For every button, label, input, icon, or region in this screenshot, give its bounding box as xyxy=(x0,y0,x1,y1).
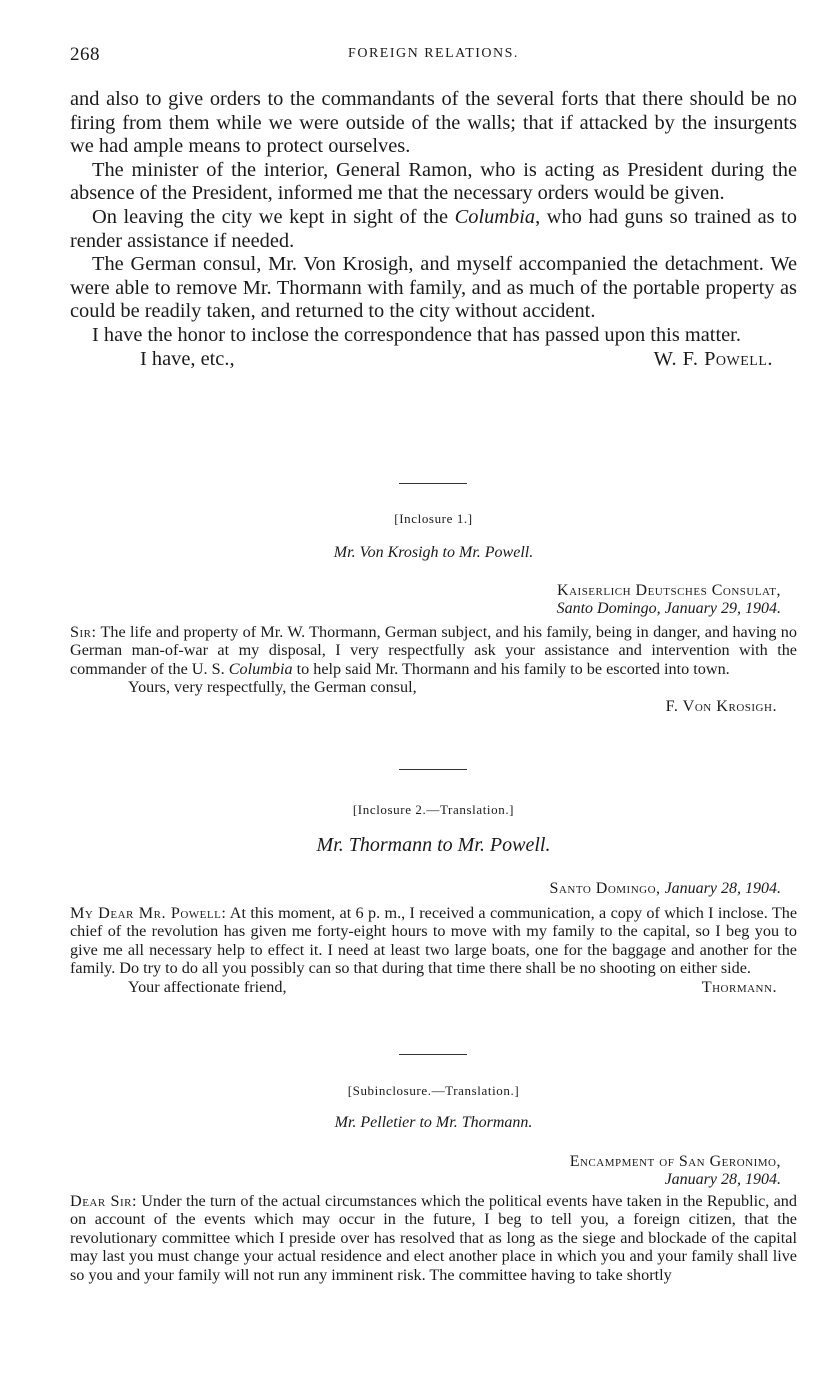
page-number: 268 xyxy=(70,44,100,65)
letter-signoff xyxy=(70,348,797,372)
letter-paragraph xyxy=(70,206,797,253)
ship-name: Columbia xyxy=(454,205,536,228)
inclosure-closing: Yours, very respectfully, the German consul, xyxy=(128,678,417,697)
letter-signature: W. F. Powell. xyxy=(653,347,773,370)
section-divider xyxy=(399,483,467,484)
subinclosure-body xyxy=(70,1192,797,1284)
subinclosure-paragraph xyxy=(70,1192,797,1284)
running-title: FOREIGN RELATIONS. xyxy=(348,46,519,61)
letter-paragraph: I have the honor to inclose the correspondence that has passed upon this matter. xyxy=(92,323,741,346)
inclosure-title: Mr. Von Krosigh to Mr. Powell. xyxy=(333,544,534,561)
text-run: The life and property of Mr. W. Thormann, German subject, and his family, being in danger, and having no German man-of-war at my disposal, I very respectfully ask your assistance and intervention with the commander of the U. S. xyxy=(70,623,797,678)
inclosure-signoff xyxy=(70,978,797,997)
salutation: Dear Sir: xyxy=(70,1192,137,1210)
letter-closing: I have, etc., xyxy=(140,347,235,370)
dateline-place: Encampment of San Geronimo, xyxy=(569,1153,781,1170)
text-run: At this moment, at 6 p. m., I received a communication, a copy of which I inclose. The chief of the revolution has given me forty-eight hours to move with my family to the capital, so I beg you to give me all necessary help to effect it. I need at least two large boats, one for the baggage and another for the family. Do try to do all you possibly can so that during that time there shall be no shooting on either side. xyxy=(70,904,797,978)
inclosure-body xyxy=(70,904,797,997)
inclosure-dateline xyxy=(557,582,781,618)
subinclosure-dateline xyxy=(570,1153,781,1189)
page-header xyxy=(70,44,797,64)
letter-paragraph: The German consul, Mr. Von Krosigh, and myself accompanied the detachment. We were able to remove Mr. Thormann with family, and as much of the portable property as could be readily taken, and returned to the city without accident. xyxy=(70,253,797,323)
dateline-place: Santo Domingo, xyxy=(549,880,661,897)
inclosure-paragraph xyxy=(70,904,797,978)
letter-paragraph: and also to give orders to the commandants of the several forts that there should be no firing from them while we were outside of the walls; that if attacked by the insurgents we had ample means to protect ourselves. xyxy=(70,88,797,158)
inclosure-signature: F. Von Krosigh. xyxy=(665,697,777,716)
text-run: to help said Mr. Thormann and his family to be escorted into town. xyxy=(292,659,730,678)
dateline-date: Santo Domingo, January 29, 1904. xyxy=(556,600,781,617)
text-run: Under the turn of the actual circumstances which the political events have taken in the Republic, and on account of the events which may occur in the future, I beg to tell you, a foreign citizen, that the revolutionary committee which I preside over has resolved that as long as the siege and blockade of the capital may last you must change your actual residence and elect another place in which you and your family shall live so you and your family will not run any imminent risk. The committee having to take shortly xyxy=(70,1192,797,1284)
inclosure-label: [Inclosure 1.] xyxy=(394,511,473,526)
inclosure-paragraph xyxy=(70,623,797,678)
salutation: Sir: xyxy=(70,623,97,641)
inclosure-title: Mr. Thormann to Mr. Powell. xyxy=(316,834,551,856)
section-divider xyxy=(399,1054,467,1055)
subinclosure-label: [Subinclosure.—Translation.] xyxy=(347,1083,520,1098)
letter-body xyxy=(70,88,797,372)
inclosure-label: [Inclosure 2.—Translation.] xyxy=(352,802,515,817)
inclosure-dateline xyxy=(550,880,781,898)
subinclosure-title: Mr. Pelletier to Mr. Thormann. xyxy=(334,1114,533,1131)
section-divider xyxy=(399,769,467,770)
text-run: On leaving the city we kept in sight of the xyxy=(92,205,455,228)
dateline-date: January 28, 1904. xyxy=(664,1171,781,1188)
inclosure-body xyxy=(70,623,797,716)
dateline-date: January 28, 1904. xyxy=(664,880,781,897)
inclosure-signoff xyxy=(70,678,797,716)
inclosure-signature: Thormann. xyxy=(701,977,777,996)
letter-paragraph: The minister of the interior, General Ramon, who is acting as President during the absence of the President, informed me that the necessary orders would be given. xyxy=(70,158,797,205)
dateline-place: Kaiserlich Deutsches Consulat, xyxy=(557,582,781,599)
ship-name: Columbia xyxy=(228,659,293,678)
inclosure-closing: Your affectionate friend, xyxy=(128,977,287,996)
salutation: My Dear Mr. Powell: xyxy=(70,904,227,922)
text-run: , who had guns so trained as to render assistance if needed. xyxy=(70,205,798,252)
